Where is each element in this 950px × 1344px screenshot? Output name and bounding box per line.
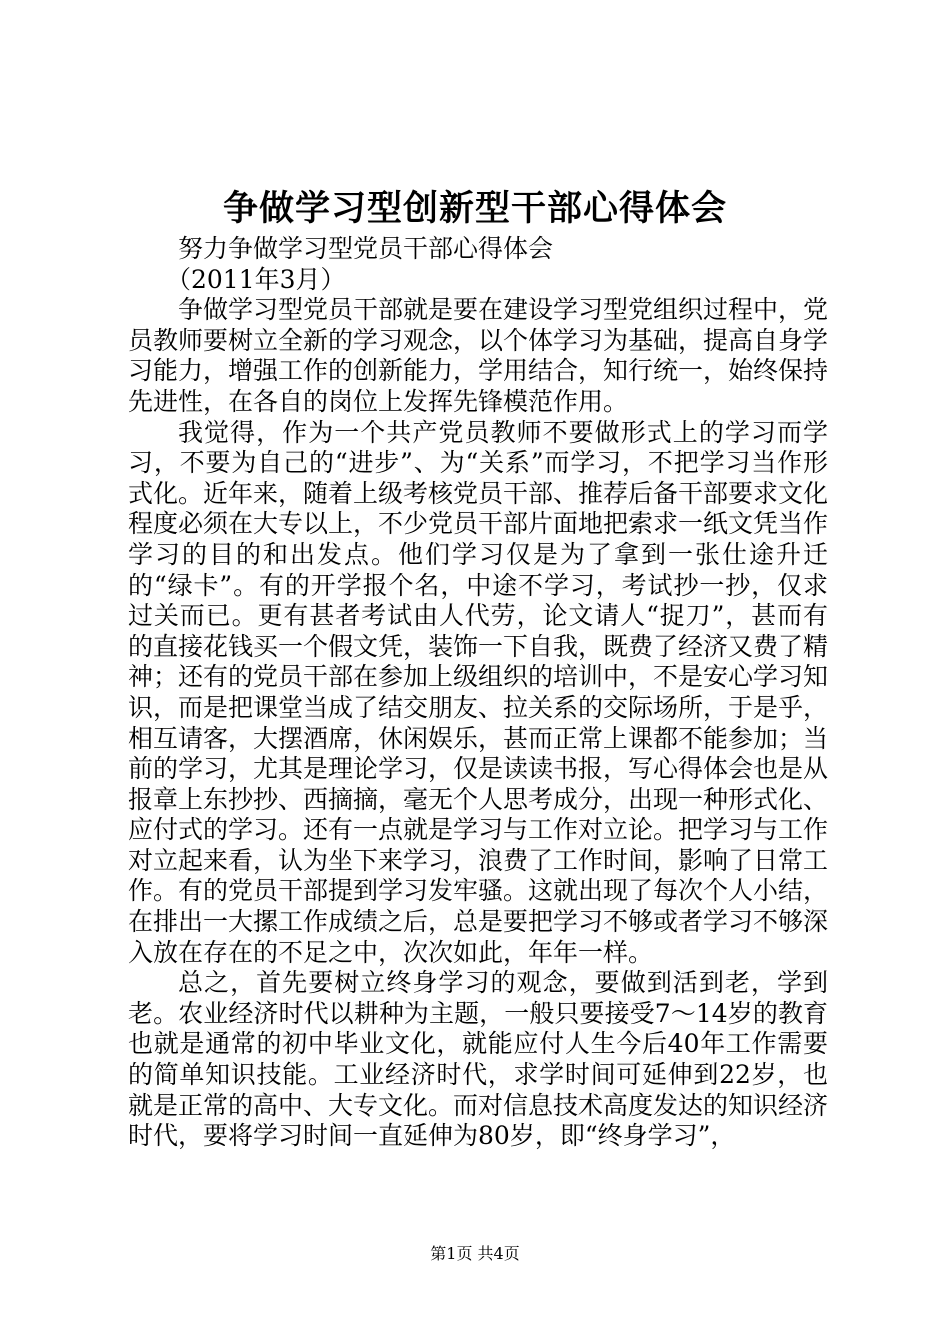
date-line: （2011年3月） (166, 264, 346, 294)
paragraph: 我觉得，作为一个共产党员教师不要做形式上的学习而学习，不要为自己的“进步”、为“关系”而学习，不把学习当作形式化。近年来，随着上级考核党员干部、推荐后备干部要求文化程度必须在大专以上，不少党员干部片面地把索求一纸文凭当作学习的目的和出发点。他们学习仅是为了拿到一张仕途升迁的“绿卡”。有的开学报个名，中途不学习，考试抄一抄，仅求过关而已。更有甚者考试由人代劳，论文请人“捉刀”，甚而有的直接花钱买一个假文凭，装饰一下自我，既费了经济又费了精神；还有的党员干部在参加上级组织的培训中，不是安心学习知识，而是把课堂当成了结交朋友、拉关系的交际场所，于是乎，相互请客，大摆酒席，休闲娱乐，甚而正常上课都不能参加；当前的学习，尤其是理论学习，仅是读读书报，写心得体会也是从报章上东抄抄、西摘摘，毫无个人思考成分，出现一种形式化、应付式的学习。还有一点就是学习与工作对立论。把学习与工作对立起来看，认为坐下来学习，浪费了工作时间，影响了日常工作。有的党员干部提到学习发牢骚。这就出现了每次个人小结，在排出一大摞工作成绩之后，总是要把学习不够或者学习不够深入放在存在的不足之中，次次如此，年年一样。 (128, 417, 829, 967)
paragraph: 总之，首先要树立终身学习的观念，要做到活到老，学到老。农业经济时代以耕种为主题，一般只要接受7～14岁的教育也就是通常的初中毕业文化，就能应付人生今后40年工作需要的简单知识技能。工业经济时代，求学时间可延伸到22岁，也就是正常的高中、大专文化。而对信息技术高度发达的知识经济时代，要将学习时间一直延伸为80岁，即“终身学习”， (128, 968, 829, 1151)
document-title: 争做学习型创新型干部心得体会 (222, 188, 727, 229)
page-footer: 第1页 共4页 (430, 1244, 520, 1263)
document-body (128, 234, 828, 1152)
paragraph: 争做学习型党员干部就是要在建设学习型党组织过程中，党员教师要树立全新的学习观念，以个体学习为基础，提高自身学习能力，增强工作的创新能力，学用结合，知行统一，始终保持先进性，在各自的岗位上发挥先锋模范作用。 (128, 295, 829, 416)
subtitle: 努力争做学习型党员干部心得体会 (178, 234, 554, 263)
